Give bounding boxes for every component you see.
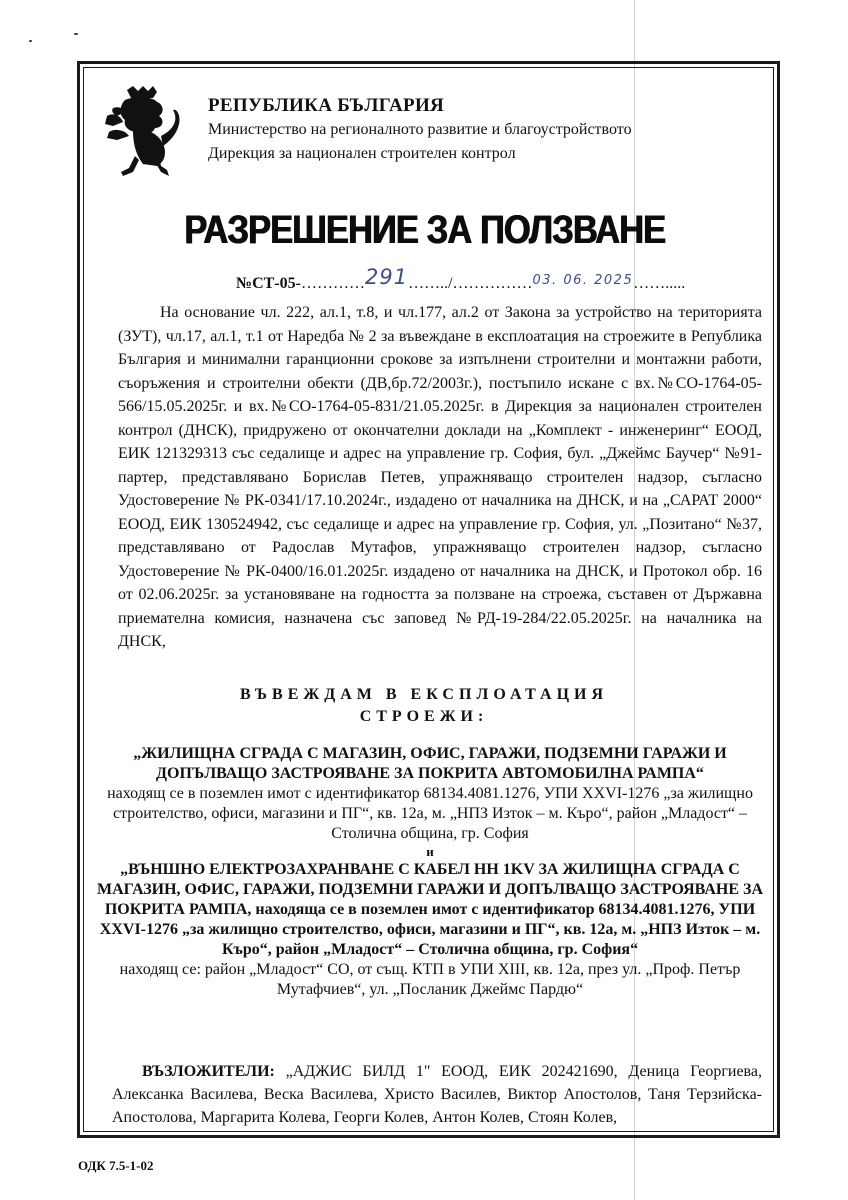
scan-speck xyxy=(74,33,78,35)
institution-header xyxy=(208,94,768,166)
directorate-name: Дирекция за национален строителен контрол xyxy=(208,145,516,162)
handwritten-date: 03. 06. 2025 xyxy=(532,273,634,288)
number-prefix: №СТ-05- xyxy=(236,275,301,292)
scan-speck xyxy=(29,40,32,42)
lion-crest-icon xyxy=(103,86,181,178)
object-2-title: „ВЪНШНО ЕЛЕКТРОЗАХРАНВАНЕ С КАБЕЛ НН 1KV ЗА ЖИЛИЩНА СГРАДА С МАГАЗИН, ОФИС, ГАРАЖИ, ПОДЗЕМНИ ГАРАЖИ И ДОПЪЛВАЩО ЗАСТРОЯВАНЕ ЗА ПОКРИТА РАМПА, находяща се в поземлен имот с идентификатор 68134.4081.1276, УПИ XXVI-1276 „за жилищно строителство, офиси, магазини и ПГ“, кв. 12а, м. „НПЗ Изток – м. Къро“, район „Младост“ – Столична община, гр. София“ xyxy=(96,861,764,958)
investors-section xyxy=(112,1060,762,1129)
registration-number-line xyxy=(236,265,756,296)
date-dots: ……..... xyxy=(633,275,686,292)
handwritten-number: 291 xyxy=(364,265,409,289)
object-1-title: „ЖИЛИЩНА СГРАДА С МАГАЗИН, ОФИС, ГАРАЖИ, ПОДЗЕМНИ ГАРАЖИ И ДОПЪЛВАЩО ЗАСТРОЯВАНЕ ЗА ПОКРИТА АВТОМОБИЛНА РАМПА“ xyxy=(133,745,727,782)
legal-basis-paragraph: На основание чл. 222, ал.1, т.8, и чл.177, ал.2 от Закона за устройство на територията (ЗУТ), чл.17, ал.1, т.1 от Наредба № 2 за въвеждане в експлоатация на строежите в Република България и минимални гаранционни срокове за изпълнени строителни и монтажни работи, съоръжения и строителни обекти (ДВ,бр.72/2003г.), постъпило искане с вх.№СО-1764-05-566/15.05.2025г. и вх.№СО-1764-05-831/21.05.2025г. в Дирекция за национален строителен контрол (ДНСК), придружено от окончателни доклади на „Комплект - инженеринг“ ЕООД, ЕИК 121329313 със седалище и адрес на управление гр. София, бул. „Джеймс Баучер“ №91-партер, представлявано Борислав Петев, упражняващо строителен надзор, съгласно Удостоверение № РК-0341/17.10.2024г., издадено от началника на ДНСК, и на „САРАТ 2000“ ЕООД, ЕИК 130524942, със седалище и адрес на управление гр. София, ул. „Позитано“ №37, представлявано от Радослав Мутафов, упражняващо строителен надзор, съгласно Удостоверение № РК-0400/16.01.2025г. издадено от началника на ДНСК, и Протокол обр. 16 от 02.06.2025г. за установяване на годността за ползване на строежа, съставен от Държавна приемателна комисия, назначена със заповед №РД-19-284/22.05.2025г. на началника на ДНСК, xyxy=(118,304,762,650)
enactment-line-1: ВЪВЕЖДАМ В ЕКСПЛОАТАЦИЯ xyxy=(239,686,609,703)
document-title: РАЗРЕШЕНИЕ ЗА ПОЛЗВАНЕ xyxy=(184,208,666,252)
number-dots: ………… xyxy=(300,275,365,292)
construction-objects xyxy=(90,744,770,1000)
ministry-name: Министерство на регионалното развитие и благоустройството xyxy=(208,121,632,138)
number-dots: ……../ xyxy=(408,275,453,292)
investors-list: „АДЖИС БИЛД 1" ЕООД, ЕИК 202421690, Деница Георгиева, Алексанка Василева, Веска Василева, Христо Василев, Виктор Апостолов, Таня Терзийска-Апостолова, Маргарита Колева, Георги Колев, Антон Колев, Стоян Колев, xyxy=(112,1063,762,1126)
enactment-line-2: СТРОЕЖИ: xyxy=(359,708,489,725)
objects-conjunction: и xyxy=(426,844,434,859)
legal-basis-section xyxy=(118,301,762,654)
date-dots: …………… xyxy=(452,275,533,292)
investors-label: ВЪЗЛОЖИТЕЛИ: xyxy=(142,1063,275,1080)
object-1-location: находящ се в поземлен имот с идентификатор 68134.4081.1276, УПИ XXVI-1276 „за жилищно строителство, офиси, магазини и ПГ“, кв. 12а, м. „НПЗ Изток – м. Къро“, район „Младост“ – Столична община, гр. София xyxy=(107,785,753,842)
enactment-heading xyxy=(0,684,848,728)
object-2-location: находящ се: район „Младост“ СО, от същ. КТП в УПИ XIII, кв. 12а, през ул. „Проф. Петър Мутафчиев“, ул. „Посланик Джеймс Пардю“ xyxy=(119,961,741,998)
form-code: ОДК 7.5-1-02 xyxy=(78,1158,154,1173)
country-name: РЕПУБЛИКА БЪЛГАРИЯ xyxy=(208,95,445,116)
